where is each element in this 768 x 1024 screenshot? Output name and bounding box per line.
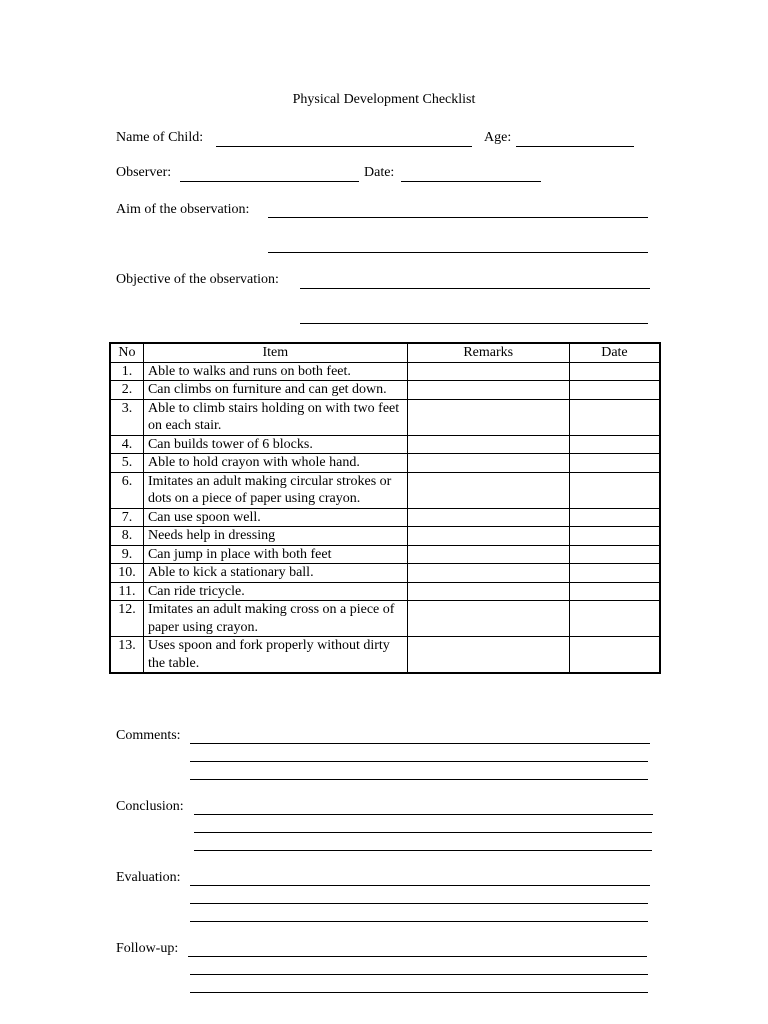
- comments-field-line-1[interactable]: [190, 743, 650, 744]
- date-field[interactable]: [401, 181, 541, 182]
- conclusion-field-line-3[interactable]: [194, 850, 652, 851]
- aim-label: Aim of the observation:: [116, 202, 250, 217]
- row-remarks-cell[interactable]: [407, 637, 569, 674]
- table-row: [110, 564, 660, 583]
- row-item: Imitates an adult making cross on a piece of paper using crayon.: [143, 601, 407, 637]
- followup-label: Follow-up:: [116, 941, 179, 956]
- aim-field-line-1[interactable]: [268, 217, 648, 218]
- row-item: Needs help in dressing: [143, 527, 407, 546]
- row-remarks-cell[interactable]: [407, 582, 569, 601]
- table-row: [110, 399, 660, 435]
- header-date: Date: [569, 343, 660, 362]
- conclusion-field-line-2[interactable]: [194, 832, 652, 833]
- row-number: 5.: [110, 454, 143, 473]
- row-item: Can use spoon well.: [143, 508, 407, 527]
- age-label: Age:: [484, 130, 512, 145]
- comments-field-line-2[interactable]: [190, 761, 648, 762]
- header-remarks: Remarks: [407, 343, 569, 362]
- row-date-cell[interactable]: [569, 564, 660, 583]
- table-row: [110, 381, 660, 400]
- row-number: 13.: [110, 637, 143, 674]
- evaluation-label: Evaluation:: [116, 870, 181, 885]
- row-item: Able to kick a stationary ball.: [143, 564, 407, 583]
- row-date-cell[interactable]: [569, 381, 660, 400]
- row-item: Can ride tricycle.: [143, 582, 407, 601]
- row-item: Can builds tower of 6 blocks.: [143, 435, 407, 454]
- row-date-cell[interactable]: [569, 454, 660, 473]
- header-item: Item: [143, 343, 407, 362]
- row-remarks-cell[interactable]: [407, 564, 569, 583]
- objective-field-line-1[interactable]: [300, 288, 650, 289]
- row-remarks-cell[interactable]: [407, 399, 569, 435]
- row-remarks-cell[interactable]: [407, 472, 569, 508]
- row-date-cell[interactable]: [569, 582, 660, 601]
- row-date-cell[interactable]: [569, 601, 660, 637]
- followup-field-line-3[interactable]: [190, 992, 648, 993]
- row-item: Uses spoon and fork properly without dirty the table.: [143, 637, 407, 674]
- row-date-cell[interactable]: [569, 399, 660, 435]
- observer-label: Observer:: [116, 165, 172, 180]
- table-row: [110, 582, 660, 601]
- row-date-cell[interactable]: [569, 545, 660, 564]
- row-number: 1.: [110, 362, 143, 381]
- row-item: Able to hold crayon with whole hand.: [143, 454, 407, 473]
- name-of-child-field[interactable]: [216, 146, 472, 147]
- observer-field[interactable]: [180, 181, 359, 182]
- evaluation-field-line-2[interactable]: [190, 903, 648, 904]
- row-number: 6.: [110, 472, 143, 508]
- comments-label: Comments:: [116, 728, 181, 743]
- table-row: [110, 472, 660, 508]
- conclusion-label: Conclusion:: [116, 799, 184, 814]
- evaluation-field-line-1[interactable]: [190, 885, 650, 886]
- row-item: Imitates an adult making circular strokes or dots on a piece of paper using crayon.: [143, 472, 407, 508]
- followup-field-line-1[interactable]: [188, 956, 647, 957]
- row-remarks-cell[interactable]: [407, 435, 569, 454]
- row-number: 12.: [110, 601, 143, 637]
- row-number: 2.: [110, 381, 143, 400]
- row-date-cell[interactable]: [569, 527, 660, 546]
- row-remarks-cell[interactable]: [407, 508, 569, 527]
- comments-field-line-3[interactable]: [190, 779, 648, 780]
- aim-field-line-2[interactable]: [268, 252, 648, 253]
- objective-label: Objective of the observation:: [116, 272, 279, 287]
- table-row: [110, 362, 660, 381]
- row-remarks-cell[interactable]: [407, 454, 569, 473]
- row-item: Able to climb stairs holding on with two feet on each stair.: [143, 399, 407, 435]
- row-remarks-cell[interactable]: [407, 601, 569, 637]
- row-date-cell[interactable]: [569, 472, 660, 508]
- row-number: 10.: [110, 564, 143, 583]
- row-remarks-cell[interactable]: [407, 362, 569, 381]
- table-row: [110, 527, 660, 546]
- header-no: No: [110, 343, 143, 362]
- row-remarks-cell[interactable]: [407, 381, 569, 400]
- row-date-cell[interactable]: [569, 637, 660, 674]
- row-remarks-cell[interactable]: [407, 545, 569, 564]
- row-date-cell[interactable]: [569, 508, 660, 527]
- table-row: [110, 637, 660, 674]
- evaluation-field-line-3[interactable]: [190, 921, 648, 922]
- name-of-child-label: Name of Child:: [116, 130, 204, 145]
- table-row: [110, 435, 660, 454]
- followup-field-line-2[interactable]: [190, 974, 648, 975]
- row-number: 7.: [110, 508, 143, 527]
- conclusion-field-line-1[interactable]: [194, 814, 653, 815]
- objective-field-line-2[interactable]: [300, 323, 648, 324]
- table-header-row: [110, 343, 660, 362]
- checklist-table: [109, 342, 661, 674]
- row-item: Can climbs on furniture and can get down.: [143, 381, 407, 400]
- row-item: Can jump in place with both feet: [143, 545, 407, 564]
- table-row: [110, 508, 660, 527]
- row-number: 4.: [110, 435, 143, 454]
- row-number: 11.: [110, 582, 143, 601]
- date-label: Date:: [364, 165, 395, 180]
- row-date-cell[interactable]: [569, 362, 660, 381]
- row-remarks-cell[interactable]: [407, 527, 569, 546]
- table-row: [110, 454, 660, 473]
- row-number: 9.: [110, 545, 143, 564]
- row-item: Able to walks and runs on both feet.: [143, 362, 407, 381]
- table-row: [110, 601, 660, 637]
- row-number: 3.: [110, 399, 143, 435]
- age-field[interactable]: [516, 146, 634, 147]
- page-title: Physical Development Checklist: [292, 92, 476, 107]
- table-row: [110, 545, 660, 564]
- row-number: 8.: [110, 527, 143, 546]
- row-date-cell[interactable]: [569, 435, 660, 454]
